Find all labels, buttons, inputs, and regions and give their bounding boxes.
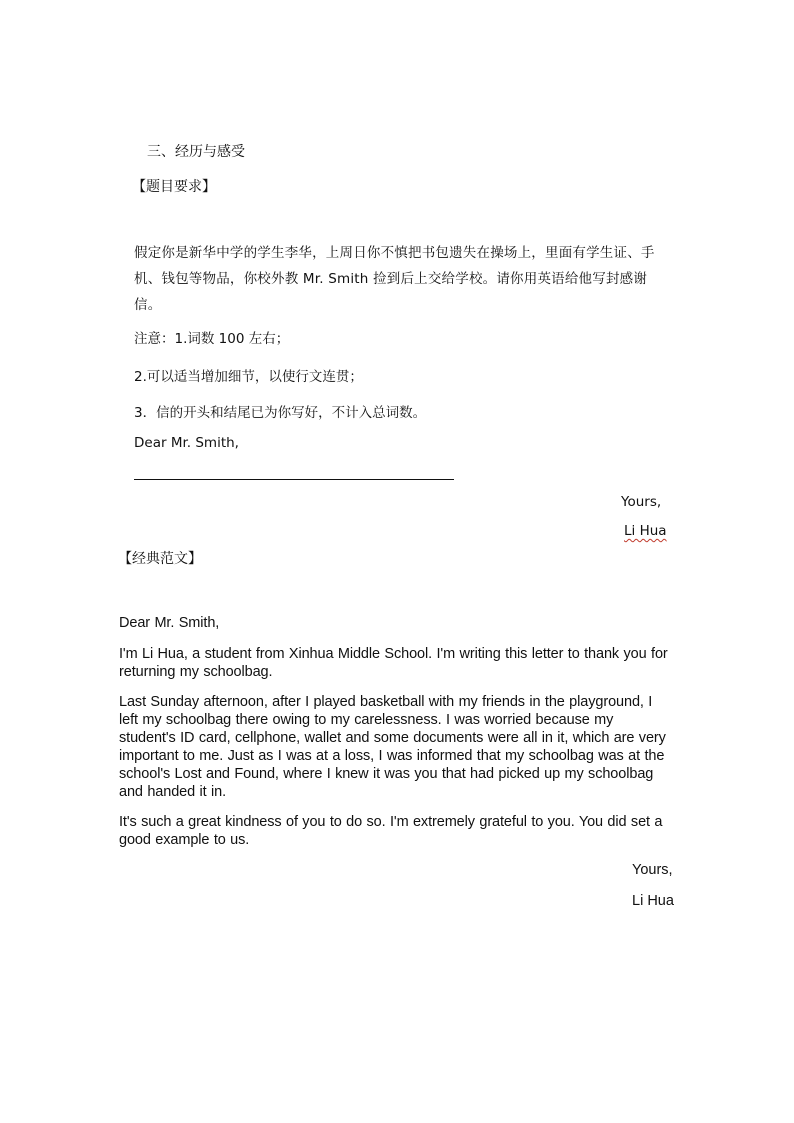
essay-paragraph-1 [119,645,674,681]
section-heading: 三、经历与感受 [147,144,245,160]
task-closing: Yours, [621,494,662,510]
note-opening-closing: 3．信的开头和结尾已为你写好，不计入总词数。 [134,405,427,421]
sample-essay-heading: 【经典范文】 [118,551,202,567]
task-signature: Li Hua [624,523,667,539]
essay-closing: Yours, [632,862,673,878]
essay-signature: Li Hua [632,893,674,909]
essay-paragraph-text: I'm Li Hua, a student from Xinhua Middle School. I'm writing this letter to thank you for returning my schoolbag. [119,646,668,680]
essay-paragraph-2 [119,693,674,801]
note-details: 2.可以适当增加细节，以使行文连贯； [134,369,363,385]
note-word-count: 注意：1.词数 100 左右； [134,331,290,347]
essay-salutation: Dear Mr. Smith, [119,615,220,631]
task-paragraph: 假定你是新华中学的学生李华，上周日你不慎把书包遗失在操场上，里面有学生证、手机、钱包等物品，你校外教 Mr. Smith 捡到后上交给学校。请你用英语给他写封感谢信。 [134,245,655,313]
essay-paragraph-3 [119,813,674,849]
essay-paragraph-text: Last Sunday afternoon, after I played basketball with my friends in the playground, I left my schoolbag there owing to my carelessness. I was worried because my student's ID card, cellphone, wallet and some documents were all in it, which are very important to me. Just as I was at a loss, I was informed that my schoolbag was at the school's Lost and Found, where I knew it was you that had picked up my schoolbag and handed it in. [119,694,666,800]
answer-blank-line [134,479,454,480]
task-salutation: Dear Mr. Smith, [134,435,239,451]
task-requirements-heading: 【题目要求】 [132,179,216,195]
essay-paragraph-text: It's such a great kindness of you to do so. I'm extremely grateful to you. You did set a good example to us. [119,814,663,848]
